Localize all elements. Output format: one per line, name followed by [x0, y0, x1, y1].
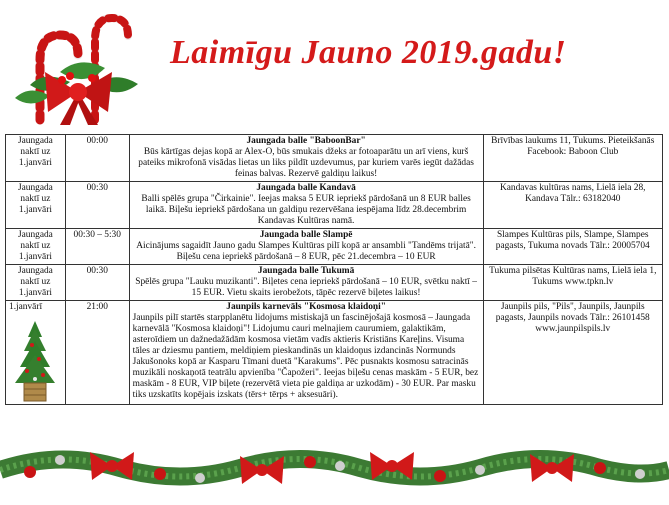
table-row — [6, 301, 663, 405]
event-date: Jaungada naktī uz 1.janvāri — [6, 135, 66, 182]
event-date: Jaungada naktī uz 1.janvāri — [6, 182, 66, 229]
event-description: Balli spēlēs grupa "Čirkainie". Ieejas maksa 5 EUR iepriekš pārdošanā un 8 EUR balles laikā. Biļešu iepriekš pārdošana un galdiņu rezervēšana iespējama līdz 28.decembrim Kandavas Kultūras namā. — [141, 194, 471, 226]
table-row — [6, 182, 663, 229]
event-date: Jaungada naktī uz 1.janvāri — [6, 265, 66, 301]
event-location: Jaunpils pils, "Pils", Jaunpils, Jaunpils pagasts, Jaunpils novads Tālr.: 26101458 www.jaunpilspils.lv — [483, 301, 662, 405]
page-header — [0, 0, 669, 120]
event-title: Jaungada balle Slampē — [259, 230, 353, 240]
event-details — [129, 265, 483, 301]
event-title: Jaungada balle Kandavā — [256, 183, 356, 193]
event-description: Būs kārtīgas dejas kopā ar Alex-O, būs smukais džeks ar fotoaparātu un arī viens, kurš pateiks mikrofonā visādas lietas un liks pildīt uzdevumus, par kuriem varēs iegūt dažādas feinas balvas. Rezervē galdiņu laikus! — [138, 147, 474, 179]
event-time: 00:30 — [65, 182, 129, 229]
event-time: 00:30 – 5:30 — [65, 229, 129, 265]
event-date: Jaungada naktī uz 1.janvāri — [6, 229, 66, 265]
candy-cane-decoration-icon — [0, 0, 150, 125]
event-location: Tukuma pilsētas Kultūras nams, Lielā iela 1, Tukums www.tpkn.lv — [483, 265, 662, 301]
christmas-tree-icon — [12, 319, 58, 403]
table-row — [6, 229, 663, 265]
event-description: Aicinājums sagaidīt Jauno gadu Slampes Kultūras pilī kopā ar ansambli "Tandēms trijatā". Biļešu cena iepriekš pārdošanā – 8 EUR, pēc 21.decembra – 10 EUR — [136, 241, 476, 262]
event-location: Slampes Kultūras pils, Slampe, Slampes pagasts, Tukuma novads Tālr.: 20005704 — [483, 229, 662, 265]
events-table — [5, 134, 663, 405]
event-time: 00:00 — [65, 135, 129, 182]
event-location: Brīvības laukums 11, Tukums. Pieteikšanās Facebook: Baboon Club — [483, 135, 662, 182]
event-title: Jaunpils karnevāls "Kosmosa klaidoņi" — [226, 302, 386, 312]
event-details — [129, 135, 483, 182]
event-date-cell — [6, 301, 66, 405]
event-time: 00:30 — [65, 265, 129, 301]
table-row — [6, 135, 663, 182]
event-description: Jaunpils pilī startēs starpplanētu lidojums mistiskajā un fascinējošajā kosmosā – Jaungada karnevālā "Kosmosa klaidoņi"! Lidojumu cauri melnajiem caurumiem, galaktikām, asteroīdiem un dažnedažādām kosmosa vietām vadīs aktieris Kristiāns Kareļins. Visuma tāles ar dziesmu pantiem, meldiņiem pieskandinās un klaidoņus izdancinās Normunds Jakušonoks kopā ar Kasparu Tīmani duetā "Karakums". Pēc pusnakts kosmosu satracinās muzikāli noskaņotā teatrālu apvienība "Čapožeri". Ieejas biļešu cenas maskām - 5 EUR, bez maskām - 8 EUR, VIP biļete (rezervētā vieta pie galdiņa ar uzkodām) - 30 EUR. Par masku tiks uzskatīts kopējais izskats (tērs+ tērps + aksesuāri). — [132, 313, 479, 400]
event-title: Jaungada balle Tukumā — [257, 266, 355, 276]
event-time: 21:00 — [65, 301, 129, 405]
table-row — [6, 265, 663, 301]
event-details — [129, 301, 483, 405]
christmas-garland-decoration-icon — [0, 430, 669, 505]
event-details — [129, 229, 483, 265]
event-location: Kandavas kultūras nams, Lielā iela 28, Kandava Tālr.: 63182040 — [483, 182, 662, 229]
event-details — [129, 182, 483, 229]
event-date: 1.janvārī — [9, 302, 43, 312]
page-title: Laimīgu Jauno 2019.gadu! — [170, 34, 567, 71]
event-description: Spēlēs grupa "Lauku muzikanti". Biļetes cena iepriekš pārdošanā – 10 EUR, svētku naktī – 15 EUR. Vietu skaits ierobežots, tāpēc rezervē biļetes laikus! — [135, 277, 477, 298]
event-title: Jaungada balle "BaboonBar" — [246, 136, 366, 146]
